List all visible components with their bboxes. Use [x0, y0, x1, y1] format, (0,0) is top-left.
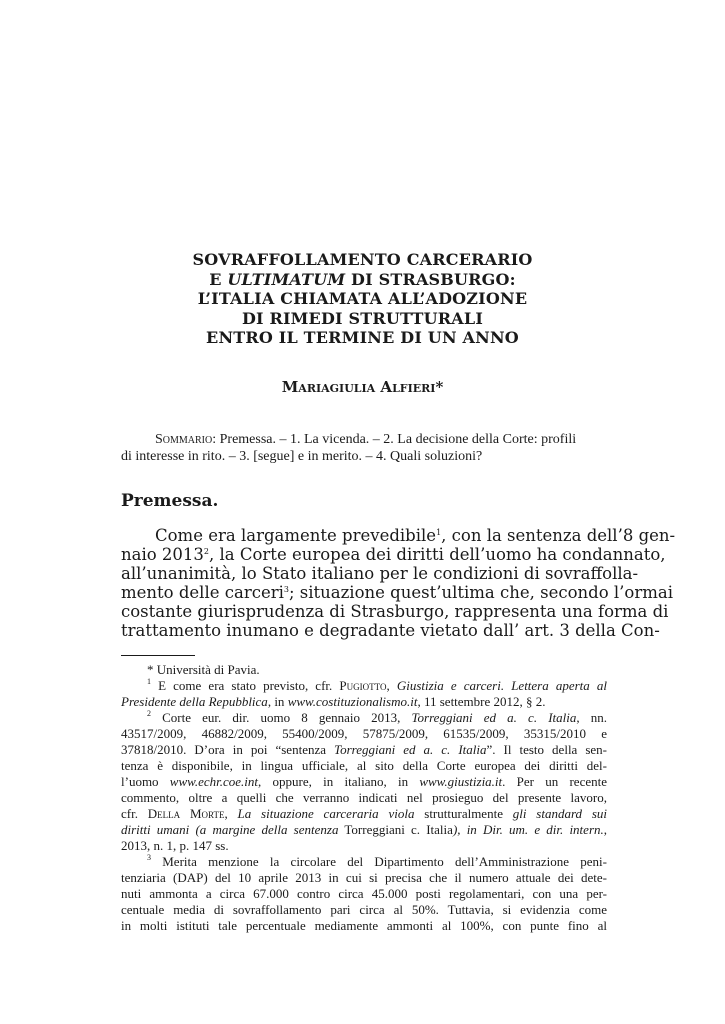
footnote-2-line-2: 43517/2009, 46882/2009, 55400/2009, 57875/2009, 61535/2009, 35315/2010 e [121, 726, 607, 741]
footnote-text: , [603, 822, 607, 837]
footnote-text: ”. Il testo della sen- [486, 742, 607, 757]
summary-block [121, 431, 607, 465]
footnote-3-line-1 [121, 854, 607, 870]
title-line-2-post: DI STRASBURGO: [345, 269, 516, 289]
footnote-text: , oppure, in italiano, in [258, 774, 420, 789]
body-line-6: trattamento inumano e degradante vietato dall’ art. 3 della Con- [121, 621, 660, 640]
footnote-title: ), in [452, 822, 483, 837]
footnote-text: l’uomo [121, 774, 170, 789]
body-text: , con la sentenza dell’8 gen- [441, 526, 676, 545]
footnote-2-line-6: commento, oltre a quelli che verranno indicati nel prosieguo del presente lavoro, [121, 790, 607, 805]
footnote-case: Torreggiani ed a. c. Italia [411, 710, 577, 725]
footnote-title: diritti umani (a margine della sentenza [121, 822, 339, 837]
footnote-ref-1[interactable]: 1 [436, 528, 442, 537]
footnote-text: Corte eur. dir. uomo 8 gennaio 2013, [151, 710, 412, 725]
footnote-3-line-4: centuale media di sovraffollamento pari circa al 50%. Tuttavia, si evidenzia come [121, 902, 607, 917]
title-ultimatum: ULTIMATUM [227, 269, 346, 289]
footnote-3-number: 3 [147, 853, 151, 862]
section-heading: Premessa. [121, 491, 219, 511]
footnotes [121, 662, 607, 934]
footnote-text: . Per un recente [502, 774, 607, 789]
title-line-2 [0, 270, 725, 290]
body-line-2 [121, 545, 666, 564]
footnote-1-number: 1 [147, 677, 151, 686]
footnote-2-line-4: tenza è disponibile, in lingua ufficiale, al sito della Corte europea dei diritti del- [121, 758, 607, 773]
footnote-text: cfr. [121, 806, 148, 821]
footnote-author: Della Morte [147, 806, 225, 821]
summary-line-1 [121, 431, 607, 448]
footnote-title: Giustizia e carceri. Lettera aperta al [396, 678, 608, 693]
title-line-5: ENTRO IL TERMINE DI UN ANNO [206, 328, 519, 347]
footnote-2-line-3 [121, 742, 607, 758]
body-text: Come era largamente prevedibile [155, 526, 437, 545]
footnote-2-number: 2 [147, 709, 151, 718]
body-text: mento delle carceri [121, 583, 284, 602]
summary-line-2: di interesse in rito. – 3. [segue] e in merito. – 4. Quali soluzioni? [121, 449, 483, 464]
author-byline [0, 378, 725, 396]
summary-label: Sommario [155, 432, 213, 447]
title-line-1: SOVRAFFOLLAMENTO CARCERARIO [192, 250, 533, 269]
footnote-title: La situazione carceraria viola [237, 806, 415, 821]
footnote-star: * Università di Pavia. [147, 662, 260, 677]
footnote-author: Pugiotto [339, 678, 387, 693]
footnote-2-line-7 [121, 806, 607, 822]
footnote-3-line-5: in molti istituti tale percentuale mediamente ammonti al 100%, con punte fino al [121, 918, 607, 933]
footnote-ref-3[interactable]: 3 [283, 585, 289, 594]
author-name: Mariagiulia Alfieri [281, 378, 436, 396]
footnote-2-line-8 [121, 822, 607, 838]
footnote-text: Merita menzione la circolare del Dipartimento dell’Amministrazione peni- [151, 854, 607, 869]
footnote-2-line-1 [121, 710, 607, 726]
footnote-text: 37818/2010. D’ora in poi “sentenza [121, 742, 335, 757]
footnote-3-line-3: nuti ammonta a circa 67.000 contro circa 45.000 posti regolamentari, con una per- [121, 886, 607, 901]
footnote-2-line-5 [121, 774, 607, 790]
title-line-2-pre: E [209, 269, 228, 289]
body-line-1 [121, 526, 676, 545]
body-text: naio 2013 [121, 545, 204, 564]
footnote-1-line-1 [121, 678, 607, 694]
title-line-3: L’ITALIA CHIAMATA ALL’ADOZIONE [197, 289, 528, 308]
body-line-4 [121, 583, 673, 602]
footnote-text: , [386, 678, 397, 693]
body-line-3: all’unanimità, lo Stato italiano per le condizioni di sovraffolla- [121, 564, 639, 583]
footnote-title: Presidente della Repubblica [121, 694, 268, 709]
footnote-text: , 11 settembre 2012, § 2. [417, 694, 546, 709]
summary-line-1-text: : Premessa. – 1. La vicenda. – 2. La decisione della Corte: profili [212, 432, 577, 447]
footnote-1-line-2 [121, 694, 607, 710]
footnote-3-line-2: tenziaria (DAP) del 10 aprile 2013 in cui si precisa che il numero attuale dei dete- [121, 870, 607, 885]
body-line-5: costante giurisprudenza di Strasburgo, rappresenta una forma di [121, 602, 669, 621]
footnote-text: , nn. [576, 710, 607, 725]
body-paragraph [121, 526, 676, 640]
title-line-4: DI RIMEDI STRUTTURALI [241, 308, 484, 328]
footnote-text: , [224, 806, 238, 821]
footnote-separator [121, 655, 195, 656]
body-text: ; situazione quest’ultima che, secondo l’ormai [288, 583, 673, 602]
article-title [0, 250, 725, 348]
body-text: , la Corte europea dei diritti dell’uomo ha condannato, [209, 545, 666, 564]
footnote-case: Torreggiani ed a. c. Italia [334, 742, 487, 757]
footnote-url[interactable]: www.costituzionalismo.it [287, 694, 418, 709]
footnote-text: strutturalmente [414, 806, 513, 821]
footnote-journal: Dir. um. e dir. intern. [482, 822, 604, 837]
footnote-text: Torreggiani c. Italia [338, 822, 453, 837]
footnote-title: gli standard sui [512, 806, 607, 821]
footnote-url[interactable]: www.giustizia.it [419, 774, 503, 789]
footnote-text: E come era stato previsto, cfr. [151, 678, 340, 693]
footnote-url[interactable]: www.echr.coe.int [169, 774, 259, 789]
footnote-text: , in [267, 694, 288, 709]
author-footnote-marker: * [435, 378, 444, 396]
footnote-ref-2[interactable]: 2 [203, 547, 210, 556]
footnote-2-line-9: 2013, n. 1, p. 147 ss. [121, 838, 229, 853]
